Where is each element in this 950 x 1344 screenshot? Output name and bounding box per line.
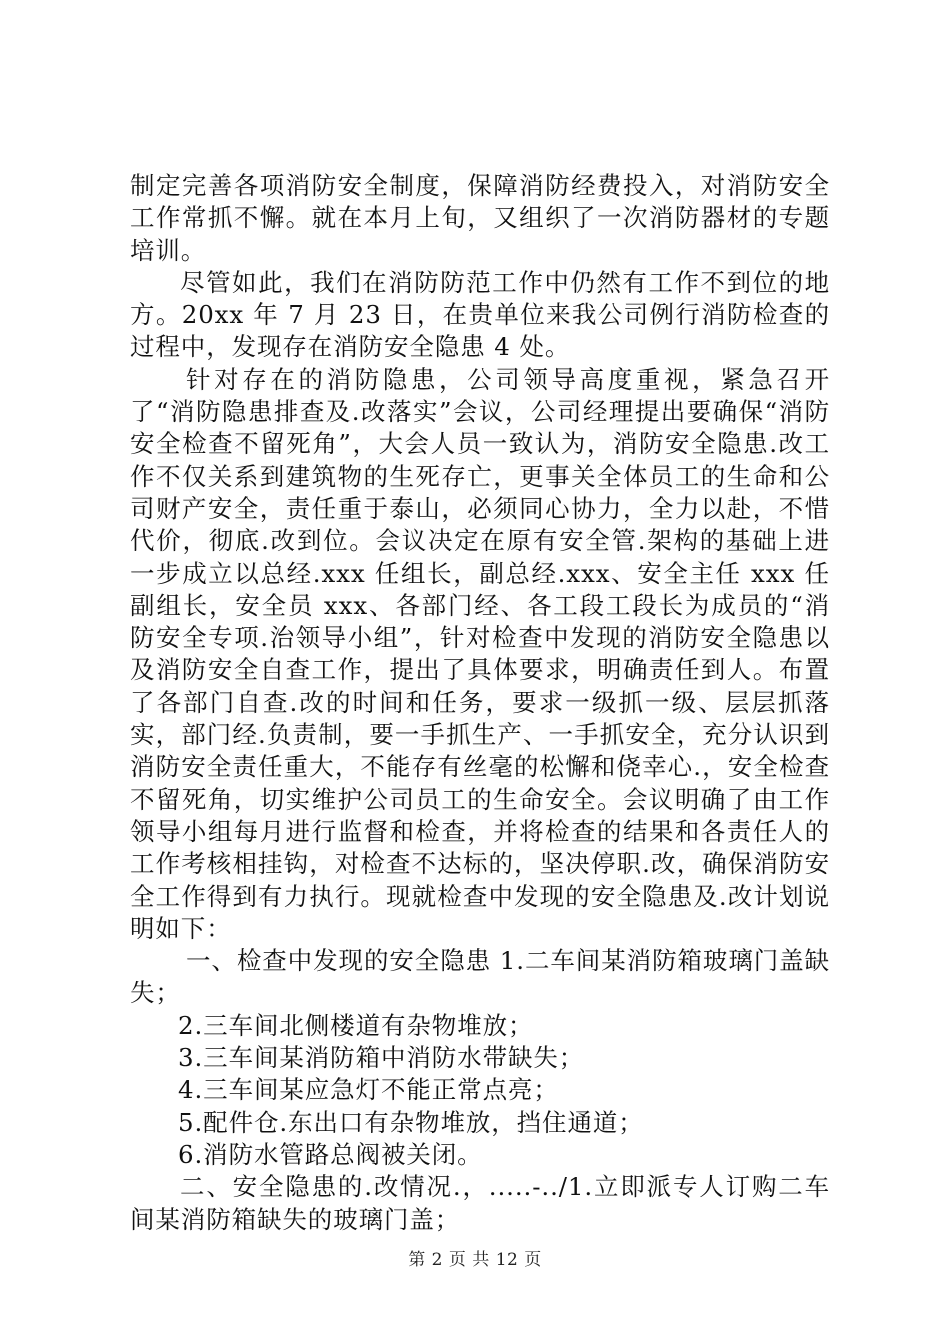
list-item-hazard-4: 4.三车间某应急灯不能正常点亮；: [178, 1075, 559, 1105]
section-heading-rectification: 二、安全隐患的.改情况.，.....-../1.立即派专人订购二车间某消防箱缺失的玻璃门盖；: [130, 1172, 830, 1234]
list-item-hazard-3: 3.三车间某消防箱中消防水带缺失；: [178, 1043, 585, 1073]
document-body: [130, 170, 830, 1236]
list-item-hazard-2: 2.三车间北侧楼道有杂物堆放；: [178, 1010, 534, 1040]
paragraph-intro: 制定完善各项消防安全制度，保障消防经费投入，对消防安全工作常抓不懈。就在本月上旬，又组织了一次消防器材的专题培训。: [130, 171, 830, 265]
list-item-hazard-5: 5.配件仓.东出口有杂物堆放，挡住通道；: [178, 1107, 644, 1137]
section-heading-hazards: 一、检查中发现的安全隐患 1.二车间某消防箱玻璃门盖缺失；: [130, 946, 830, 1008]
list-item-hazard-6: 6.消防水管路总阀被关闭。: [178, 1139, 483, 1169]
paragraph-meeting: 针对存在的消防隐患，公司领导高度重视，紧急召开了“消防隐患排查及.改落实”会议，公司经理提出要确保“消防安全检查不留死角”，大会人员一致认为，消防安全隐患.改工作不仅关系到建筑物的生死存亡，更事关全体员工的生命和公司财产安全，责任重于泰山，必须同心协力，全力以赴，不惜代价，彻底.改到位。会议决定在原有安全管.架构的基础上进一步成立以总经.xxx 任组长，副总经.xxx、安全主任 xxx 任副组长，安全员 xxx、各部门经、各工段工段长为成员的“消防安全专项.治领导小组”，针对检查中发现的消防安全隐患以及消防安全自查工作，提出了具体要求，明确责任到人。布置了各部门自查.改的时间和任务，要求一级抓一级、层层抓落实，部门经.负责制，要一手抓生产、一手抓安全，充分认识到消防安全责任重大，不能存有丝毫的松懈和侥幸心.，安全检查不留死角，切实维护公司员工的生命安全。会议明确了由工作领导小组每月进行监督和检查，并将检查的结果和各责任人的工作考核相挂钩，对检查不达标的，坚决停职.改，确保消防安全工作得到有力执行。现就检查中发现的安全隐患及.改计划说明如下：: [130, 364, 830, 943]
page-number-footer: 第 2 页 共 12 页: [408, 1250, 542, 1270]
paragraph-despite: 尽管如此，我们在消防防范工作中仍然有工作不到位的地方。20xx 年 7 月 23 日，在贵单位来我公司例行消防检查的过程中，发现存在消防安全隐患 4 处。: [130, 267, 830, 362]
